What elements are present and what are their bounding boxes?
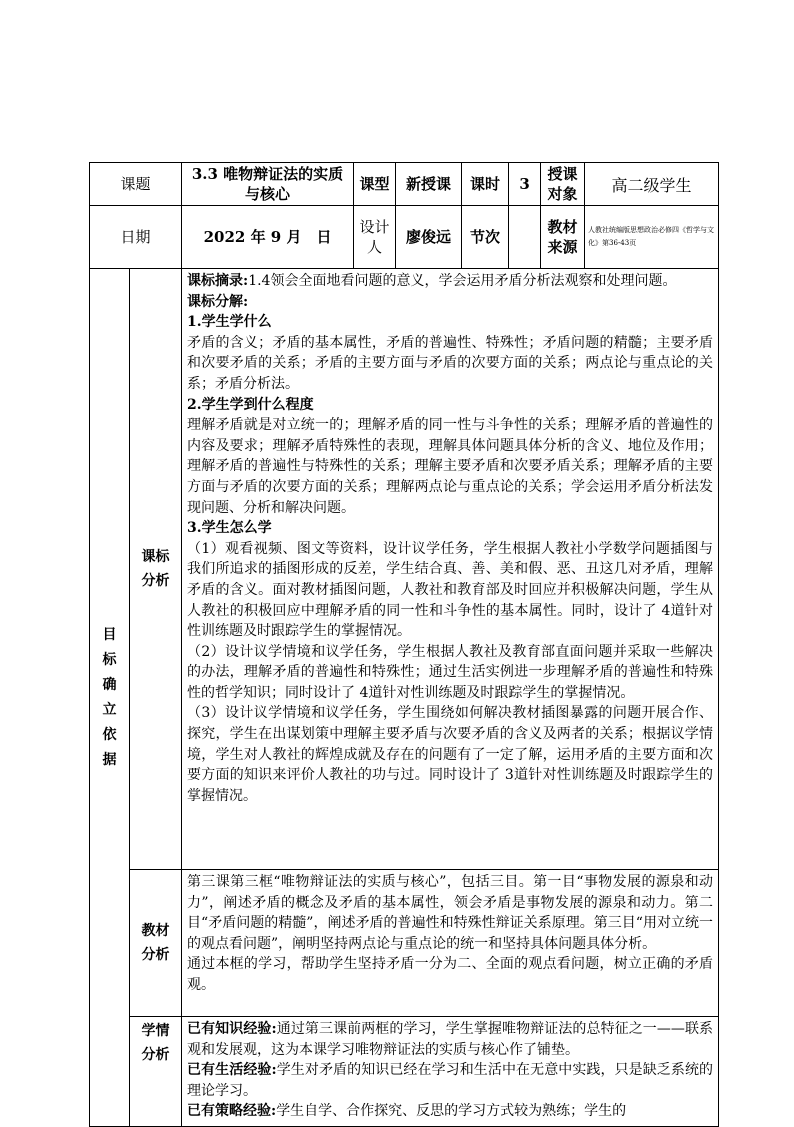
sec2-title: 2.学生学到什么程度 [187,396,314,413]
knowledge-title: 已有知识经验: [187,1021,277,1037]
sec1-text: 矛盾的含义；矛盾的基本属性，矛盾的普遍性、特殊性；矛盾问题的精髓；主要矛盾和次要矛盾的关系；矛盾的主要方面与矛盾的次要方面的关系；两点论与重点论的关系；矛盾分析法。 [187,334,714,392]
hours-value: 3 [509,163,541,206]
header-row-1 [90,163,719,206]
learner-content [182,1017,719,1127]
learner-label: 学情分析 [130,1017,182,1127]
textbook-row [90,870,719,1017]
strategy-title: 已有策略经验: [187,1103,277,1120]
textbook-p1: 第三课第三框“唯物辩证法的实质与核心”，包括三目。第一目“事物发展的源泉和动力”，阐述矛盾的概念及矛盾的基本属性，领会矛盾是事物发展的源泉和动力。第二目“矛盾问题的精髓”，阐述矛盾的普遍性和特殊性辩证关系原理。第三目“用对立统一的观点看问题”，阐明坚持两点论与重点论的统一和坚持具体问题具体分析。 [187,874,714,952]
strategy-text: 学生自学、合作探究、反思的学习方式较为熟练；学生的 [276,1103,627,1120]
excerpt-title: 课标摘录: [187,273,249,289]
sec3-p3: （3）设计议学情境和议学任务，学生围绕如何解决教材插图暴露的问题开展合作、探究，学生在出谋划策中理解主要矛盾与次要矛盾的含义及两者的关系；根据议学情境，学生对人教社的辉煌成就及存在的问题有了一定了解，运用矛盾的主要方面和次要方面的知识来评价人教社的功与过。同时设计了 3道针对性训练题及时跟踪学生的掌握情况。 [187,705,714,804]
type-label: 课型 [354,163,396,206]
curriculum-row [90,269,719,870]
source-label: 教材来源 [541,206,585,269]
header-row-2 [90,206,719,269]
life-text: 学生对矛盾的知识已经在学习和生活中在无意中实践，只是缺乏系统的理论学习。 [187,1062,714,1099]
decomp-title: 课标分解: [187,293,249,310]
learner-row [90,1017,719,1127]
lesson-plan-table [89,162,719,1127]
sec2-text: 理解矛盾就是对立统一的；理解矛盾的同一性与斗争性的关系；理解矛盾的普遍性的内容及要求；理解矛盾特殊性的表现，理解具体问题具体分析的含义、地位及作用；理解矛盾的普遍性与特殊性的关系；理解主要矛盾和次要矛盾关系；理解矛盾的主要方面与矛盾的次要方面的关系；理解两点论与重点论的关系；学会运用矛盾分析法发现问题、分析和解决问题。 [187,417,714,516]
excerpt-text: 1.4领会全面地看问题的意义，学会运用矛盾分析法观察和处理问题。 [248,273,677,289]
date-value: 2022 年 9 月 日 [182,206,354,269]
textbook-p2: 通过本框的学习，帮助学生坚持矛盾一分为二、全面的观点看问题，树立正确的矛盾观。 [187,956,714,993]
audience-value: 高二级学生 [585,163,719,206]
source-value: 人教社统编版思想政治必修四《哲学与文化》第36-43页 [585,206,719,269]
topic-label: 课题 [90,163,182,206]
topic-value: 3.3 唯物辩证法的实质与核心 [182,163,354,206]
type-value: 新授课 [396,163,462,206]
period-value [509,206,541,269]
hours-label: 课时 [462,163,509,206]
textbook-content [182,870,719,1017]
life-title: 已有生活经验: [187,1062,277,1079]
curriculum-label: 课标分析 [130,269,182,870]
date-label: 日期 [90,206,182,269]
curriculum-content [182,269,719,870]
textbook-label: 教材分析 [130,870,182,1017]
knowledge-text: 通过第三课前两框的学习，学生掌握唯物辩证法的总特征之一——联系观和发展观，这为本课学习唯物辩证法的实质与核心作了铺垫。 [187,1021,714,1058]
designer-value: 廖俊远 [396,206,462,269]
side-label: 目标确立依据 [90,269,130,1127]
audience-label: 授课对象 [541,163,585,206]
sec1-title: 1.学生学什么 [187,314,272,331]
sec3-p1: （1）观看视频、图文等资料，设计议学任务，学生根据人教社小学数学问题插图与我们所追求的插图形成的反差，学生结合真、善、美和假、恶、丑这几对矛盾，理解矛盾的含义。面对教材插图问题，人教社和教育部及时回应并积极解决问题，学生从人教社的积极回应中理解矛盾的同一性和斗争性的基本属性。同时，设计了 4道针对性训练题及时跟踪学生的掌握情况。 [187,540,714,640]
designer-label: 设计人 [354,206,396,269]
sec3-p2: （2）设计议学情境和议学任务，学生根据人教社及教育部直面问题并采取一些解决的办法，理解矛盾的普遍性和特殊性；通过生活实例进一步理解矛盾的普遍性和特殊性的哲学知识；同时设计了 4道针对性训练题及时跟踪学生的掌握情况。 [187,643,714,701]
period-label: 节次 [462,206,509,269]
sec3-title: 3.学生怎么学 [187,520,272,537]
